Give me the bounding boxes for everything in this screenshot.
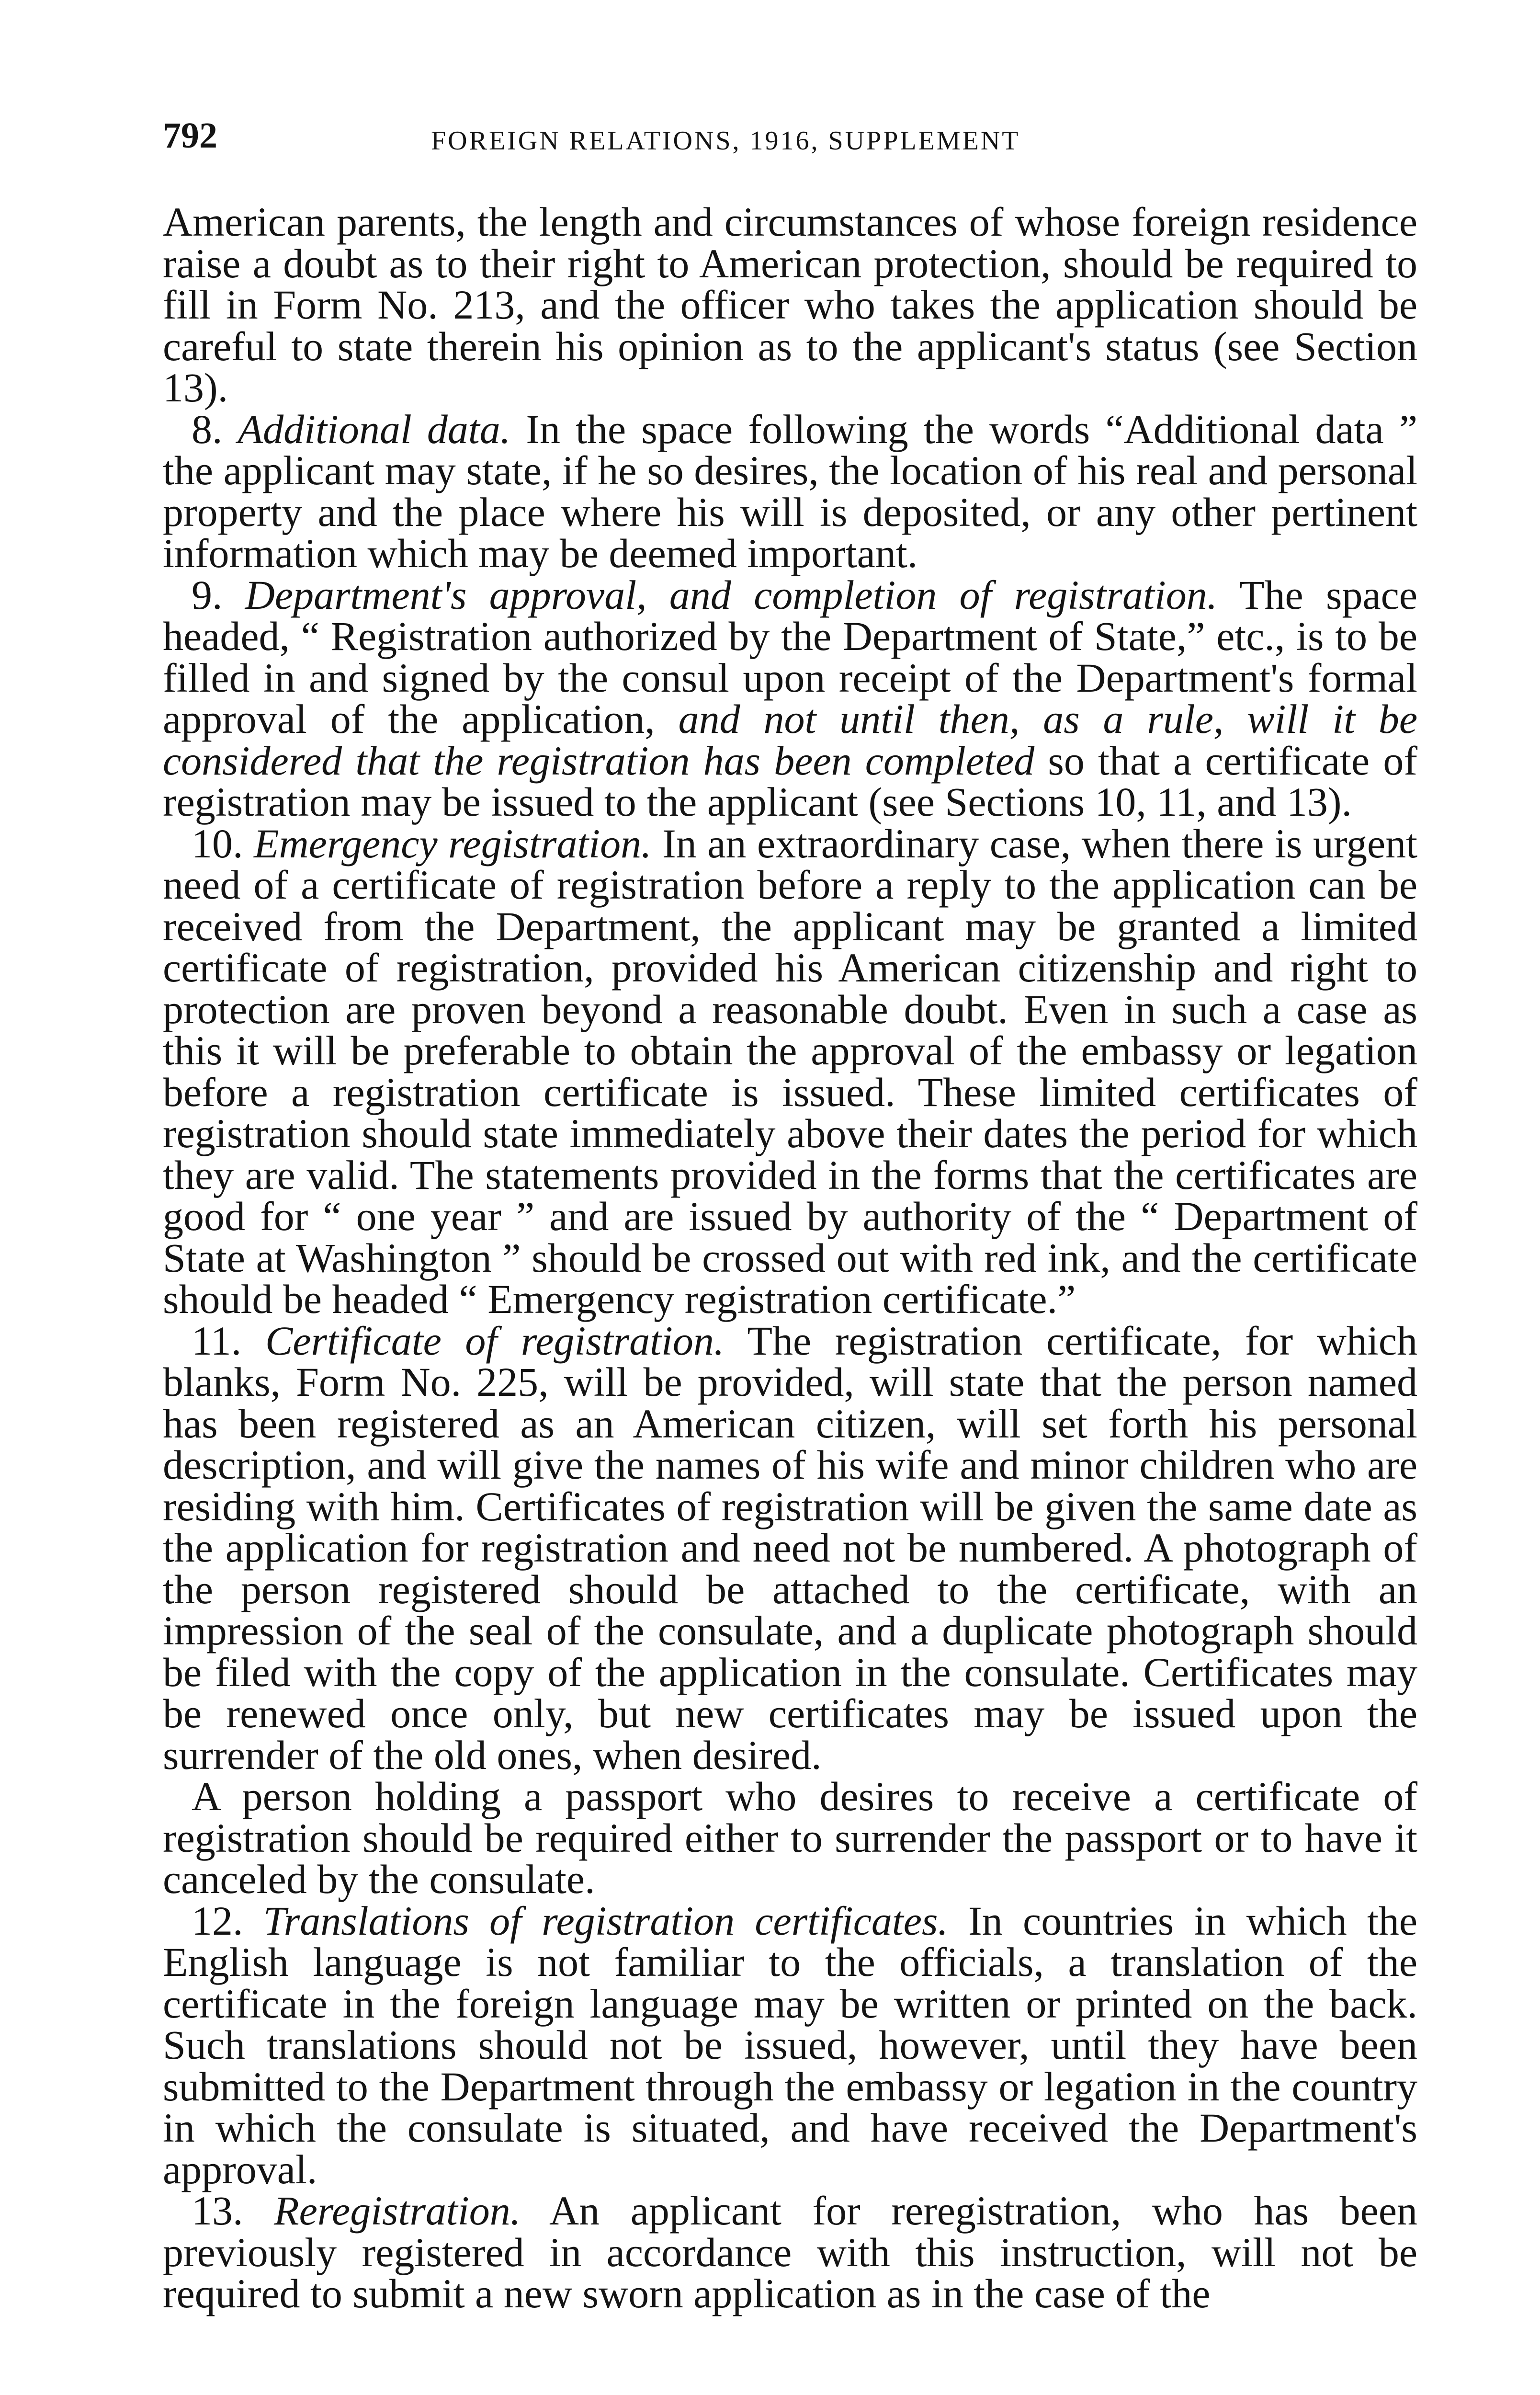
section-number: 12. (192, 1897, 243, 1944)
section-13-reregistration (163, 2190, 1417, 2315)
section-heading: Emergency registration. (254, 820, 652, 867)
section-11-certificate-of-registration (163, 1317, 1417, 1778)
section-heading: Translations of registration certificates. (263, 1897, 948, 1944)
paragraph-text: An applicant for reregistration, who has been previously registered in accordance with this instruction, will not be required to submit a new sworn application as in the case of the (163, 2188, 1417, 2316)
section-heading: Certificate of registration. (265, 1317, 725, 1364)
paragraph-text: The registration certificate, for which blanks, Form No. 225, will be provided, will state that the person named has been registered as an American citizen, will set forth his personal description, and will give the names of his wife and minor children who are residing with him. Certificates of registration will be given the same date as the application for registration and need not be numbered. A photograph of the person registered should be attached to the certificate, with an impression of the seal of the consulate, and a duplicate photograph should be filed with the copy of the application in the consulate. Certificates may be renewed once only, but new certificates may be issued upon the surrender of the old ones, when desired. (163, 1317, 1417, 1778)
section-number: 13. (192, 2188, 243, 2234)
section-heading: Additional data. (238, 406, 511, 452)
section-11-passport-note (163, 1773, 1417, 1902)
paragraph-text: In an extraordinary case, when there is urgent need of a certificate of registration before a reply to the application can be received from the Department, the applicant may be granted a limited certificate of registration, provided his American citizenship and right to protection are proven beyond a reasonable doubt. Even in such a case as this it will be preferable to obtain the approval of the embassy or legation before a registration certificate is issued. These limited certificates of registration should state immediately above their dates the period for which they are valid. The statements provided in the forms that the certificates are good for “ one year ” and are issued by authority of the “ Department of State at Washington ” should be crossed out with red ink, and the certificate should be headed “ Emergency registration certificate.” (163, 820, 1418, 1322)
running-head: FOREIGN RELATIONS, 1916, SUPPLEMENT (431, 126, 1020, 156)
paragraph-text: The space headed, “ Registration authorized by the Department of State,” etc., is to be filled in and signed by the consul upon receipt of the Department's formal approval of the application, (163, 571, 1417, 742)
section-heading: Department's approval, and completion of registration. (245, 571, 1218, 618)
page-number: 792 (163, 115, 217, 156)
section-10-emergency-registration (163, 820, 1418, 1322)
paragraph-continuation (163, 201, 1417, 409)
paragraph-text: American parents, the length and circumstances of whose foreign residence raise a doubt as to their right to American protection, should be required to fill in Form No. 213, and the officer who takes the application should be careful to state therein his opinion as to the applicant's status (see Section 13). (163, 199, 1417, 411)
paragraph-text: so that a certificate of registration may be issued to the applicant (see Sections 10, 11, and 13). (163, 737, 1417, 825)
page-header (163, 115, 1417, 172)
section-12-translations (163, 1897, 1418, 2192)
section-9-departments-approval (163, 571, 1418, 825)
section-number: 11. (192, 1317, 242, 1364)
section-number: 9. (192, 571, 223, 618)
body-text (163, 201, 1417, 2315)
section-8-additional-data (163, 406, 1417, 576)
paragraph-text: A person holding a passport who desires to receive a certificate of registration should be required either to surrender the passport or to have it canceled by the consulate. (163, 1773, 1417, 1902)
section-number: 10. (192, 820, 243, 867)
section-number: 8. (192, 406, 223, 452)
paragraph-text: In the space following the words “Additional data ” the applicant may state, if he so desires, the location of his real and personal property and the place where his will is deposited, or any other pertinent information which may be deemed important. (163, 406, 1417, 576)
section-heading: Reregistration. (274, 2188, 521, 2234)
paragraph-text: In countries in which the English language is not familiar to the officials, a translation of the certificate in the foreign language may be written or printed on the back. Such translations should not be issued, however, until they have been submitted to the Department through the embassy or legation in the country in which the consulate is situated, and have received the Department's approval. (163, 1897, 1418, 2192)
paragraph-italic-text: and not until then, as a rule, will it be considered that the registration has been completed (163, 696, 1418, 784)
